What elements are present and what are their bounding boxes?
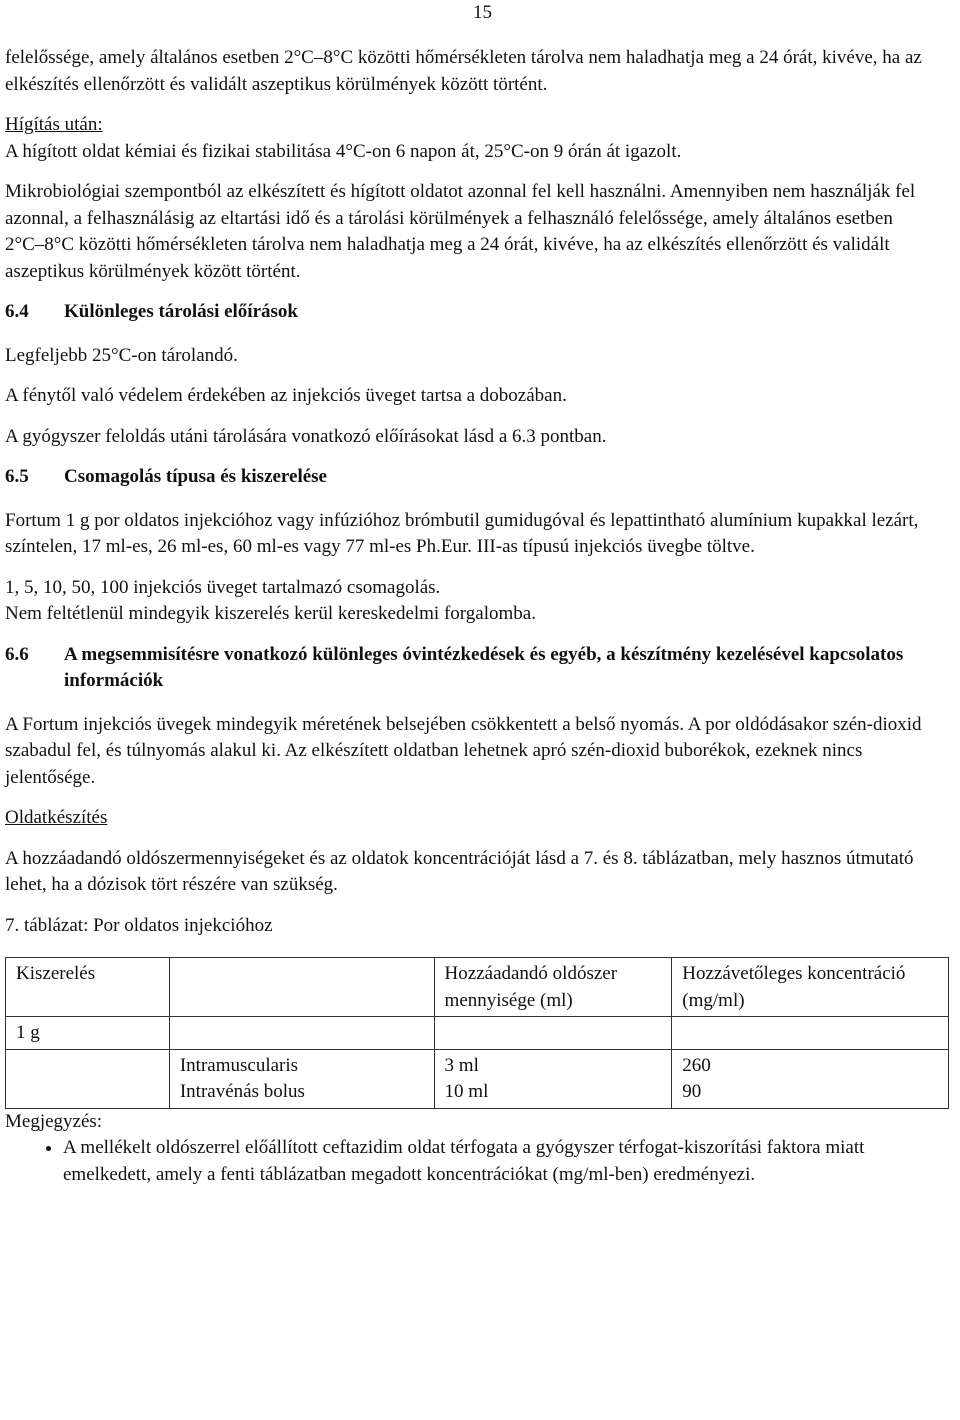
paragraph-storage-temp: Legfeljebb 25°C-on tárolandó.: [5, 344, 238, 366]
table-header-row: [6, 958, 949, 1017]
section-6-4-heading: [5, 299, 930, 326]
concentration-iv: 90: [682, 1081, 702, 1102]
notes-list: [5, 1135, 930, 1188]
table-header-cell: Kiszerelés: [6, 958, 170, 1017]
table-header-cell: Hozzávetőleges koncentráció (mg/ml): [672, 958, 949, 1017]
section-title: A megsemmisítésre vonatkozó különleges óvintézkedések és egyéb, a készítmény kezelésével kapcsolatos információk: [64, 643, 904, 691]
pack-sizes-text: 1, 5, 10, 50, 100 injekciós üveget tartalmazó csomagolás.: [5, 576, 441, 598]
paragraph-packaging: Fortum 1 g por oldatos injekcióhoz vagy infúzióhoz brómbutil gumidugóval és lepattintható alumínium kupakkal lezárt, színtelen, 17 ml-es, 26 ml-es, 60 ml-es vagy 77 ml-es Ph.Eur. III-as típusú injekciós üvegbe töltve.: [5, 509, 919, 557]
prep-heading: Oldatkészítés: [5, 807, 108, 828]
route-im: Intramuscularis: [179, 1054, 299, 1076]
concentration-im: 260: [682, 1054, 711, 1076]
page-number: 15: [473, 2, 492, 23]
paragraph-reconstitution-ref: A gyógyszer feloldás utáni tárolására vonatkozó előírásokat lásd a 6.3 pontban.: [5, 425, 607, 447]
section-title: Különleges tárolási előírások: [64, 301, 298, 322]
paragraph-pack-sizes: [5, 575, 930, 628]
table-caption: 7. táblázat: Por oldatos injekcióhoz: [5, 914, 273, 936]
section-6-6-heading: [5, 642, 930, 695]
table-cell: [169, 1049, 434, 1108]
paragraph-light-protection: A fénytől való védelem érdekében az injekciós üveget tartsa a dobozában.: [5, 385, 567, 406]
table-cell: [434, 1049, 672, 1108]
table-cell: [169, 1017, 434, 1050]
table-row: [6, 1017, 949, 1050]
section-title: Csomagolás típusa és kiszerelése: [64, 466, 327, 487]
paragraph-microbiology: Mikrobiológiai szempontból az elkészített és hígított oldatot azonnal fel kell használni. Amennyiben nem használják fel azonnal, a felhasználásig az eltartási idő és a tárolási körülmények a felhasználó felelőssége, amely általános esetben 2°C–8°C közötti hőmérsékleten tárolva nem haladhatja meg a 24 órát, kivéve, ha az elkészítés ellenőrzött és validált aszeptikus körülmények között történt.: [5, 181, 916, 282]
section-number: 6.4: [5, 301, 29, 322]
route-iv: Intravénás bolus: [179, 1081, 305, 1102]
volume-iv: 10 ml: [444, 1081, 489, 1102]
table-cell: [6, 1049, 170, 1108]
document-body: [5, 45, 930, 1188]
marketing-note: Nem feltétlenül mindegyik kiszerelés kerül kereskedelmi forgalomba.: [5, 603, 536, 624]
list-item: • A mellékelt oldószerrel előállított ceftazidim oldat térfogata a gyógyszer térfogat-kiszorítási faktora miatt emelkedett, amely a fenti táblázatban megadott koncentrációkat (mg/ml-ben) eredményezi.: [63, 1135, 930, 1188]
dilution-text: A hígított oldat kémiai és fizikai stabilitása 4°C-on 6 napon át, 25°C-on 9 órán át igazolt.: [5, 140, 682, 162]
volume-im: 3 ml: [444, 1054, 479, 1076]
section-6-5-heading: [5, 464, 930, 491]
table-cell: 1 g: [6, 1017, 170, 1050]
paragraph-dilution: [5, 112, 930, 165]
section-number: 6.5: [5, 466, 29, 487]
dosage-table: [5, 957, 949, 1109]
dilution-heading: Hígítás után:: [5, 114, 103, 135]
section-number: 6.6: [5, 643, 29, 665]
paragraph-storage-responsibility: felelőssége, amely általános esetben 2°C–8°C közötti hőmérsékleten tárolva nem haladhatja meg a 24 órát, kivéve, ha az elkészítés ellenőrzött és validált aszeptikus körülmények között történt.: [5, 47, 922, 95]
table-cell: [672, 1049, 949, 1108]
table-cell: [434, 1017, 672, 1050]
paragraph-pressure: A Fortum injekciós üvegek mindegyik méretének belsejében csökkentett a belső nyomás. A por oldódásakor szén-dioxid szabadul fel, és túlnyomás alakul ki. Az elkészített oldatban lehetnek apró szén-dioxid buborékok, ezeknek nincs jelentősége.: [5, 713, 922, 788]
table-header-cell: Hozzáadandó oldószer mennyisége (ml): [434, 958, 672, 1017]
paragraph-solvent-ref: A hozzáadandó oldószermennyiségeket és az oldatok koncentrációját lásd a 7. és 8. táblázatban, mely hasznos útmutató lehet, ha a dózisok tört részére van szükség.: [5, 847, 914, 895]
notes-label: Megjegyzés:: [5, 1110, 103, 1132]
table-row: [6, 1049, 949, 1108]
table-cell: [672, 1017, 949, 1050]
table-header-cell: [169, 958, 434, 1017]
